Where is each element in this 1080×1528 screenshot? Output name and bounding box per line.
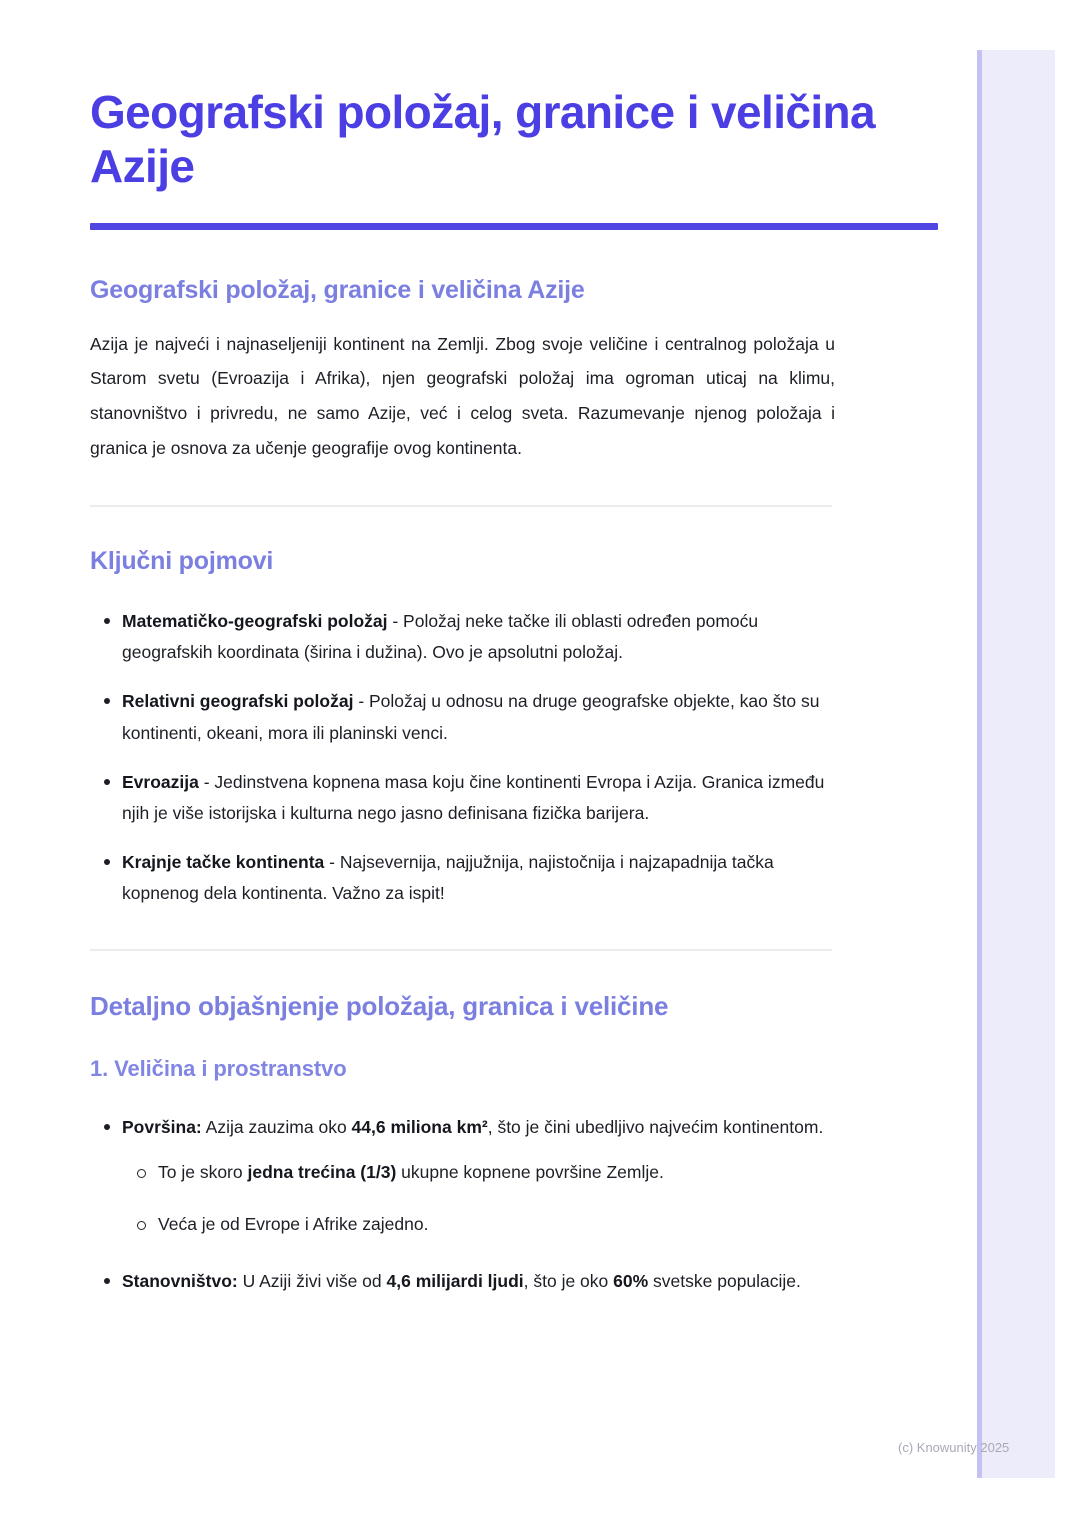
highlight-value: jedna trećina (1/3) bbox=[247, 1162, 397, 1183]
intro-paragraph: Azija je najveći i najnaseljeniji kontinent na Zemlji. Zbog svoje veličine i centralnog položaja u Starom svetu (Evroazija i Afrika), njen geografski položaj ima ogroman uticaj na klimu, stanovništvo i privredu, ne samo Azije, već i celog sveta. Razumevanje njenog položaja i granica je osnova za učenje geografije ovog kontinenta. bbox=[90, 333, 835, 458]
highlight-value: 4,6 milijardi ljudi bbox=[386, 1270, 524, 1291]
list-item bbox=[90, 847, 835, 909]
text-after: , što je čini ubedljivo najvećim kontinentom. bbox=[487, 1117, 824, 1138]
term-description: - Položaj u odnosu na druge geografske objekte, kao što su kontinenti, okeani, mora ili planinski venci. bbox=[122, 691, 820, 743]
section-heading-kljucni-pojmovi: Ključni pojmovi bbox=[90, 547, 274, 576]
term-label: Površina: bbox=[122, 1117, 202, 1138]
term-description: - Položaj neke tačke ili oblasti određen pomoću geografskih koordinata (širina i dužina). Ovo je apsolutni položaj. bbox=[122, 611, 759, 663]
text-after: svetske populacije. bbox=[648, 1270, 801, 1291]
sub-list-item bbox=[122, 1157, 835, 1188]
list-item bbox=[90, 1112, 835, 1239]
document-content bbox=[90, 86, 938, 1297]
text-before: Veća je od Evrope i Afrike zajedno. bbox=[158, 1213, 429, 1234]
term-label: Krajnje tačke kontinenta bbox=[122, 852, 325, 873]
subsection-heading-velicina-i-prostranstvo: 1. Veličina i prostranstvo bbox=[90, 1056, 347, 1082]
text-before: U Aziji živi više od bbox=[237, 1270, 387, 1291]
text-before: To je skoro bbox=[158, 1162, 248, 1183]
section-heading-geografski-polozaj: Geografski položaj, granice i veličina Azije bbox=[90, 275, 585, 304]
title-underline-rule bbox=[90, 223, 938, 230]
text-before: Azija zauzima oko bbox=[201, 1117, 352, 1138]
term-description: - Jedinstvena kopnena masa koju čine kontinenti Evropa i Azija. Granica između njih je više istorijska i kulturna nego jasno definisana fizička barijera. bbox=[122, 771, 825, 823]
highlight-value-2: 60% bbox=[613, 1270, 649, 1291]
key-terms-list bbox=[90, 606, 938, 909]
sub-list-item bbox=[122, 1209, 835, 1240]
text-mid: , što je oko bbox=[523, 1270, 614, 1291]
list-item bbox=[90, 606, 835, 668]
term-label: Matematičko-geografski položaj bbox=[122, 611, 388, 632]
term-label: Stanovništvo: bbox=[122, 1270, 238, 1291]
details-list bbox=[90, 1112, 938, 1297]
term-label: Evroazija bbox=[122, 771, 199, 792]
term-description: - Najsevernija, najjužnija, najistočnija i najzapadnija tačka kopnenog dela kontinenta. Važno za ispit! bbox=[122, 852, 774, 904]
footer-watermark: (c) Knowunity 2025 bbox=[898, 1440, 1010, 1455]
section-heading-detaljno-objasnjenje: Detaljno objašnjenje položaja, granica i veličine bbox=[90, 991, 669, 1022]
text-after: ukupne kopnene površine Zemlje. bbox=[396, 1162, 664, 1183]
list-item bbox=[90, 1266, 835, 1297]
details-sublist bbox=[122, 1157, 835, 1239]
list-item bbox=[90, 686, 835, 748]
list-item bbox=[90, 767, 835, 829]
term-label: Relativni geografski položaj bbox=[122, 691, 354, 712]
highlight-value: 44,6 miliona km² bbox=[351, 1117, 488, 1138]
page-title: Geografski položaj, granice i veličina Azije bbox=[90, 86, 876, 192]
